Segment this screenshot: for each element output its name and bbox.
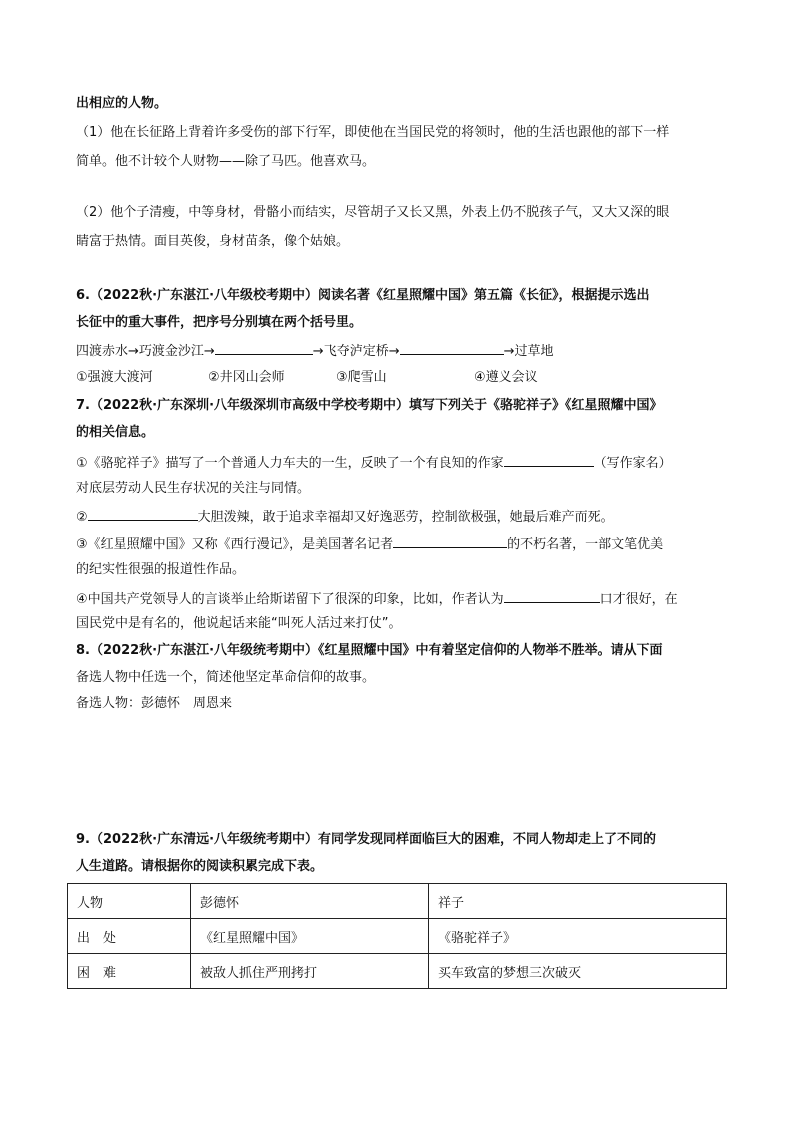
table-cell: 人物 <box>68 884 191 919</box>
q6-seq-part1: 四渡赤水→巧渡金沙江→ <box>76 344 215 359</box>
table-cell: 彭德怀 <box>191 884 429 919</box>
q8-prompt-line1: 8.（2022秋·广东湛江·八年级统考期中）《红星照耀中国》中有着坚定信仰的人物举不胜举。请从下面 <box>76 643 663 658</box>
q7-s4-line2: 国民党中是有名的，他说起话来能“叫死人活过来打仗”。 <box>76 616 402 631</box>
table-cell: 《骆驼祥子》 <box>429 919 727 954</box>
q6-sequence <box>76 340 554 362</box>
q6-seq-part3: →过草地 <box>503 344 554 359</box>
q6-prompt-line2: 长征中的重大事件，把序号分别填在两个括号里。 <box>76 315 363 330</box>
q7-blank-2[interactable] <box>88 506 198 521</box>
q6-option-3: ③爬雪山 <box>336 370 387 385</box>
q7-blank-4[interactable] <box>504 588 600 603</box>
table-row <box>68 919 727 954</box>
table-cell: 被敌人抓住严刑拷打 <box>191 954 429 989</box>
q7-s1-part2: （写作家名） <box>593 456 672 471</box>
q5-item2-line2: 睛富于热情。面目英俊，身材苗条，像个姑娘。 <box>76 234 350 249</box>
q5-item2-line1: （2）他个子清瘦，中等身材，骨骼小而结实，尽管胡子又长又黑，外表上仍不脱孩子气，又大又深的眼 <box>76 205 670 220</box>
q7-s3-line1 <box>76 533 663 555</box>
q7-s1-line1 <box>76 452 672 474</box>
q7-s4-line1 <box>76 588 678 610</box>
q7-s2-part2: 大胆泼辣，敢于追求幸福却又好逸恶劳，控制欲极强，她最后难产而死。 <box>197 510 614 525</box>
q5-item1-line2: 简单。他不计较个人财物——除了马匹。他喜欢马。 <box>76 154 376 169</box>
q7-s4-part1: ④中国共产党领导人的言谈举止给斯诺留下了很深的印象，比如，作者认为 <box>76 592 504 607</box>
q7-s1-part1: ①《骆驼祥子》描写了一个普通人力车夫的一生，反映了一个有良知的作家 <box>76 456 504 471</box>
q7-prompt-line1: 7.（2022秋·广东深圳·八年级深圳市高级中学校考期中）填写下列关于《骆驼祥子》《红星照耀中国》 <box>76 398 663 413</box>
q6-option-2: ②井冈山会师 <box>208 370 285 385</box>
q8-prompt-line2: 备选人物中任选一个，简述他坚定革命信仰的故事。 <box>76 670 376 685</box>
table-cell: 祥子 <box>429 884 727 919</box>
table-row <box>68 884 727 919</box>
table-cell: 困 难 <box>68 954 191 989</box>
table-cell: 出 处 <box>68 919 191 954</box>
q6-prompt-line1: 6.（2022秋·广东湛江·八年级校考期中）阅读名著《红星照耀中国》第五篇《长征》，根据提示选出 <box>76 288 650 303</box>
q7-s3-part1: ③《红星照耀中国》又称《西行漫记》，是美国著名记者 <box>76 537 394 552</box>
q9-prompt-line2: 人生道路。请根据你的阅读积累完成下表。 <box>76 859 324 874</box>
q6-options <box>76 368 538 388</box>
q6-blank-1[interactable] <box>215 340 313 355</box>
q7-blank-1[interactable] <box>504 452 594 467</box>
q7-blank-3[interactable] <box>393 533 507 548</box>
q6-blank-2[interactable] <box>400 340 504 355</box>
q6-seq-part2: →飞夺泸定桥→ <box>312 344 400 359</box>
q9-prompt-line1: 9.（2022秋·广东清远·八年级统考期中）有同学发现同样面临巨大的困难，不同人物却走上了不同的 <box>76 832 657 847</box>
table-cell: 《红星照耀中国》 <box>191 919 429 954</box>
table-row <box>68 954 727 989</box>
q7-s3-line2: 的纪实性很强的报道性作品。 <box>76 562 246 577</box>
q9-table <box>67 883 727 989</box>
q5-tail: 出相应的人物。 <box>76 96 168 111</box>
q7-s4-part2: 口才很好，在 <box>599 592 678 607</box>
q7-prompt-line2: 的相关信息。 <box>76 425 155 440</box>
q7-s2-line <box>76 506 614 528</box>
q5-item1-line1: （1）他在长征路上背着许多受伤的部下行军，即使他在当国民党的将领时，他的生活也跟他的部下一样 <box>76 125 670 140</box>
q6-option-4: ④遵义会议 <box>474 370 538 385</box>
q7-s3-part2: 的不朽名著，一部文笔优美 <box>507 537 664 552</box>
table-cell: 买车致富的梦想三次破灭 <box>429 954 727 989</box>
q7-s2-part1: ② <box>76 510 88 525</box>
q7-s1-line2: 对底层劳动人民生存状况的关注与同情。 <box>76 481 311 496</box>
q8-candidates: 备选人物：彭德怀 周恩来 <box>76 696 233 711</box>
q6-option-1: ①强渡大渡河 <box>76 370 153 385</box>
